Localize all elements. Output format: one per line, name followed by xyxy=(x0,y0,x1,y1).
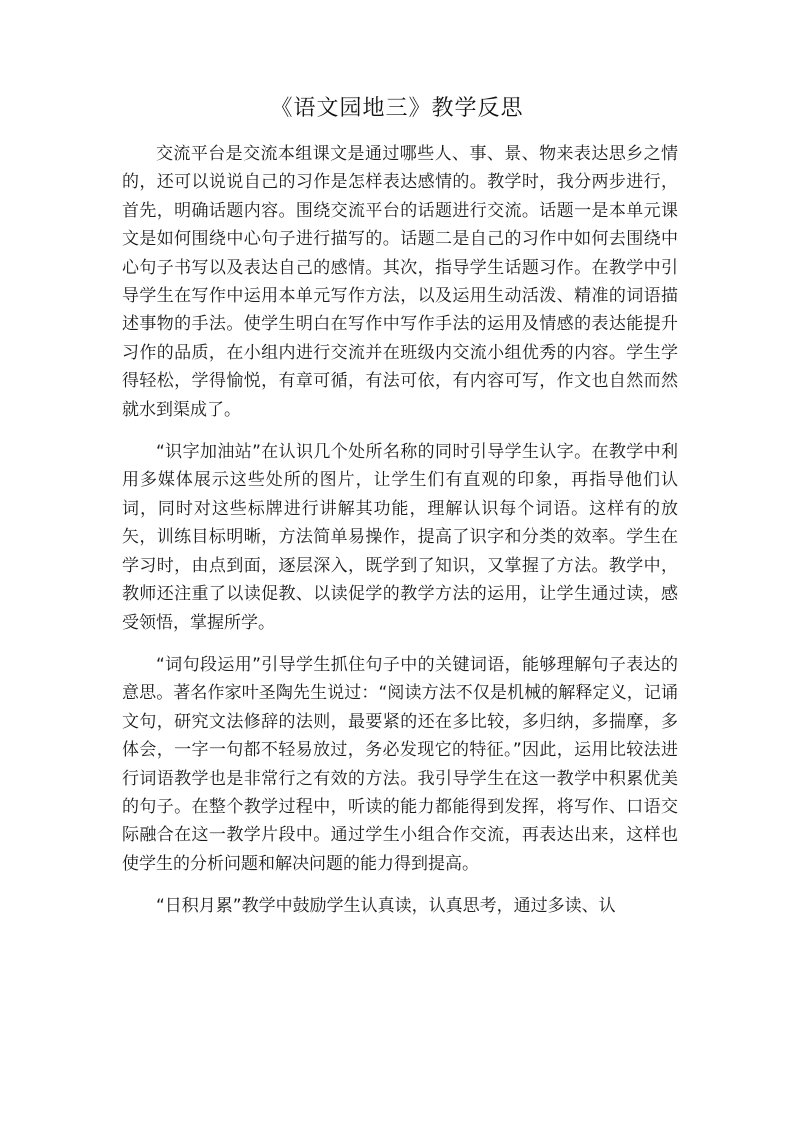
paragraph-word-sentence-use: “词句段运用”引导学生抓住句子中的关键词语，能够理解句子表达的意思。著名作家叶圣陶先生说过：“阅读方法不仅是机械的解释定义，记诵文句，研究文法修辞的法则，最要紧的还在多比较，多归纳，多揣摩，多体会，一字一句都不轻易放过，务必发现它的特征。”因此，运用比较法进行词语教学也是非常行之有效的方法。我引导学生在这一教学中积累优美的句子。在整个教学过程中，听读的能力都能得到发挥，将写作、口语交际融合在这一教学片段中。通过学生小组合作交流，再表达出来，这样也使学生的分析问题和解决问题的能力得到提高。 xyxy=(122,654,678,874)
document-title: 《语文园地三》教学反思 xyxy=(270,96,524,121)
paragraph-exchange-platform: 交流平台是交流本组课文是通过哪些人、事、景、物来表达思乡之情的，还可以说说自己的习作是怎样表达感情的。教学时，我分两步进行，首先，明确话题内容。围绕交流平台的话题进行交流。话题一是本单元课文是如何围绕中心句子进行描写的。话题二是自己的习作中如何去围绕中心句子书写以及表达自己的感情。其次，指导学生话题习作。在教学中引导学生在写作中运用本单元写作方法，以及运用生动活泼、精准的词语描述事物的手法。使学生明白在写作中写作手法的运用及情感的表达能提升习作的品质，在小组内进行交流并在班级内交流小组优秀的内容。学生学得轻松，学得愉悦，有章可循，有法可依，有内容可写，作文也自然而然就水到渠成了。 xyxy=(122,144,678,420)
paragraph-daily-accumulation: “日积月累”教学中鼓励学生认真读，认真思考，通过多读、认 xyxy=(156,896,616,917)
paragraph-literacy-station: “识字加油站”在认识几个处所名称的同时引导学生认字。在教学中利用多媒体展示这些处所的图片，让学生们有直观的印象，再指导他们认词，同时对这些标牌进行讲解其功能，理解认识每个词语。这样有的放矢，训练目标明晰，方法简单易操作，提高了识字和分类的效率。学生在学习时，由点到面，逐层深入，既学到了知识，又掌握了方法。教学中，教师还注重了以读促教、以读促学的教学方法的运用，让学生通过读，感受领悟，掌握所学。 xyxy=(122,442,678,633)
document-body xyxy=(122,140,678,921)
